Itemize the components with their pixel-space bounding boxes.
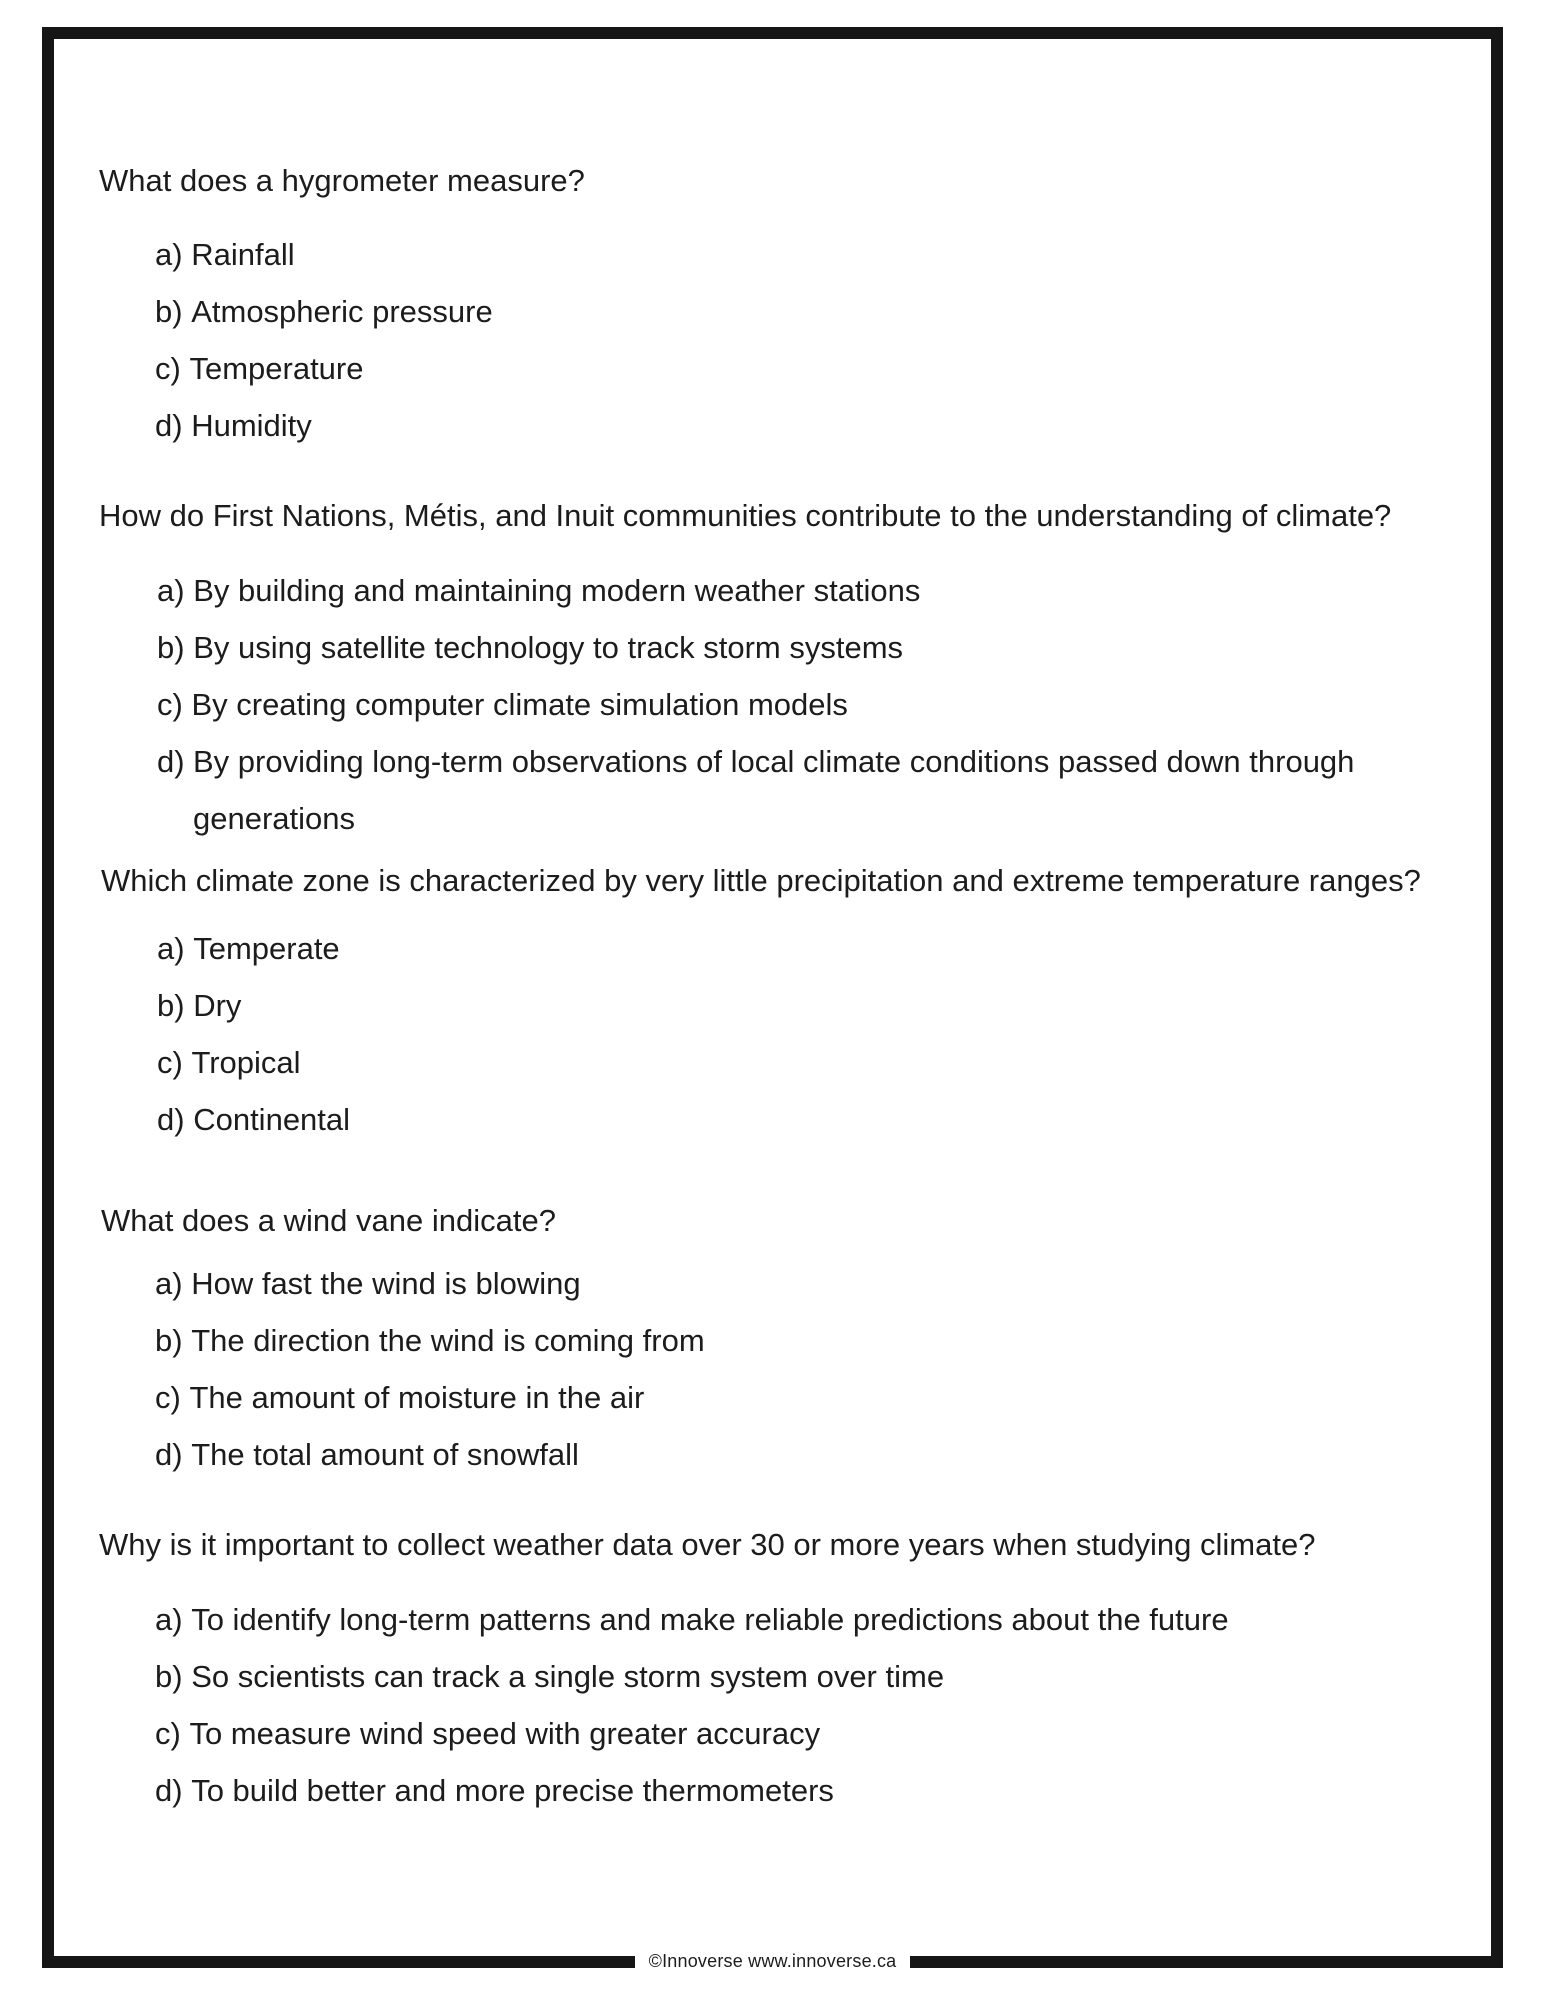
question-1-option-b[interactable] bbox=[155, 293, 493, 331]
question-4-prompt: What does a wind vane indicate? bbox=[101, 1203, 556, 1238]
option-text: Temperate bbox=[193, 931, 340, 966]
option-text: By providing long-term observations of local climate conditions passed down through generations bbox=[193, 744, 1355, 836]
option-letter: d) bbox=[155, 1773, 183, 1808]
option-text: To identify long-term patterns and make reliable predictions about the future bbox=[191, 1602, 1229, 1637]
option-text: Temperature bbox=[189, 351, 364, 386]
option-text: The total amount of snowfall bbox=[191, 1437, 579, 1472]
option-text: Rainfall bbox=[191, 237, 295, 272]
question-4-option-a[interactable] bbox=[155, 1265, 581, 1303]
question-4-option-c[interactable] bbox=[155, 1379, 644, 1417]
option-letter: d) bbox=[155, 1437, 183, 1472]
question-3-option-c[interactable] bbox=[157, 1044, 301, 1082]
question-4-option-d[interactable] bbox=[155, 1436, 579, 1474]
question-1-prompt: What does a hygrometer measure? bbox=[99, 163, 585, 198]
question-3-option-d[interactable] bbox=[157, 1101, 350, 1139]
option-letter: a) bbox=[157, 573, 185, 608]
question-2-prompt: How do First Nations, Métis, and Inuit communities contribute to the understanding of climate? bbox=[99, 498, 1392, 533]
option-letter: b) bbox=[155, 1659, 183, 1694]
option-letter: c) bbox=[155, 1716, 181, 1751]
question-5-option-b[interactable] bbox=[155, 1658, 944, 1696]
option-letter: b) bbox=[157, 988, 185, 1023]
question-3-option-a[interactable] bbox=[157, 930, 340, 968]
option-letter: b) bbox=[157, 630, 185, 665]
option-letter: d) bbox=[155, 408, 183, 443]
option-letter: c) bbox=[155, 351, 181, 386]
question-2-option-c[interactable] bbox=[157, 686, 848, 724]
question-4-option-b[interactable] bbox=[155, 1322, 705, 1360]
option-letter: d) bbox=[157, 1102, 185, 1137]
option-letter: a) bbox=[157, 931, 185, 966]
option-text: Atmospheric pressure bbox=[191, 294, 493, 329]
option-text: Dry bbox=[193, 988, 242, 1023]
option-text: To build better and more precise thermometers bbox=[191, 1773, 834, 1808]
option-letter: d) bbox=[157, 744, 185, 779]
question-1-option-a[interactable] bbox=[155, 236, 295, 274]
option-text: By creating computer climate simulation models bbox=[191, 687, 848, 722]
question-3-option-b[interactable] bbox=[157, 987, 241, 1025]
question-1-option-d[interactable] bbox=[155, 407, 312, 445]
option-text: How fast the wind is blowing bbox=[191, 1266, 581, 1301]
question-5-option-a[interactable] bbox=[155, 1601, 1229, 1639]
option-letter: c) bbox=[157, 1045, 183, 1080]
question-3-prompt: Which climate zone is characterized by very little precipitation and extreme temperature ranges? bbox=[101, 863, 1421, 898]
question-5-prompt: Why is it important to collect weather data over 30 or more years when studying climate? bbox=[99, 1527, 1316, 1562]
question-2-option-a[interactable] bbox=[157, 572, 920, 610]
option-letter: c) bbox=[155, 1380, 181, 1415]
option-text: So scientists can track a single storm system over time bbox=[191, 1659, 945, 1694]
option-text: By building and maintaining modern weather stations bbox=[193, 573, 921, 608]
option-letter: b) bbox=[155, 1323, 183, 1358]
option-letter: a) bbox=[155, 237, 183, 272]
option-letter: a) bbox=[155, 1266, 183, 1301]
question-2-option-d[interactable] bbox=[157, 733, 1417, 847]
question-5-option-d[interactable] bbox=[155, 1772, 834, 1810]
footer bbox=[0, 1947, 1545, 1976]
option-text: Tropical bbox=[191, 1045, 301, 1080]
option-text: To measure wind speed with greater accuracy bbox=[189, 1716, 821, 1751]
option-text: Humidity bbox=[191, 408, 312, 443]
question-2-option-b[interactable] bbox=[157, 629, 903, 667]
option-text: By using satellite technology to track storm systems bbox=[193, 630, 904, 665]
footer-copyright: ©Innoverse www.innoverse.ca bbox=[635, 1947, 911, 1976]
option-letter: b) bbox=[155, 294, 183, 329]
option-text: Continental bbox=[193, 1102, 351, 1137]
option-text: The direction the wind is coming from bbox=[191, 1323, 705, 1358]
option-text: The amount of moisture in the air bbox=[189, 1380, 645, 1415]
option-letter: a) bbox=[155, 1602, 183, 1637]
question-1-option-c[interactable] bbox=[155, 350, 363, 388]
question-5-option-c[interactable] bbox=[155, 1715, 820, 1753]
option-letter: c) bbox=[157, 687, 183, 722]
